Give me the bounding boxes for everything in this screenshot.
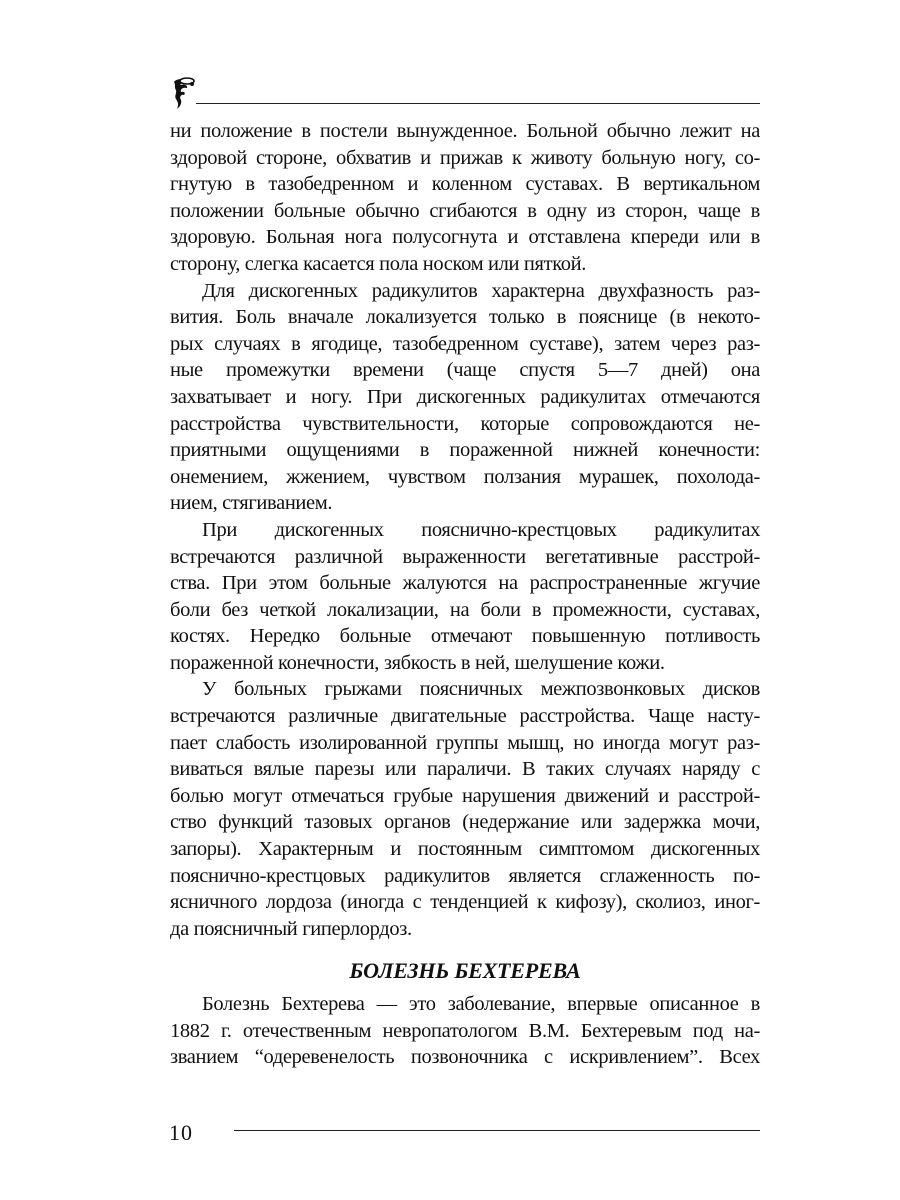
text-line: рых случаях в ягодице, тазобедренном суставе), затем через раз- [170,332,760,355]
text-line: ные промежутки времени (чаще спустя 5—7 дней) она [170,359,760,382]
text-line: боли без четкой локализации, на боли в промежности, суставах, [170,598,760,621]
text-line: 1882 г. отечественным невропатологом В.М. Бехтеревым под на- [170,1019,760,1042]
text-line: запоры). Характерным и постоянным симптомом дискогенных [170,838,760,861]
text-line: болью могут отмечаться грубые нарушения движений и расстрой- [170,784,760,807]
text-line: здоровой стороне, обхватив и прижав к животу больную ногу, со- [170,146,760,169]
text-line: сторону, слегка касается пола носком или пяткой. [170,252,587,275]
text-line: званием “одеревенелость позвоночника с искривлением”. Всех [170,1046,760,1069]
text-line: да поясничный гиперлордоз. [170,917,412,940]
text-line: У больных грыжами поясничных межпозвонковых дисков [202,678,760,701]
text-line: Для дискогенных радикулитов характерна двухфазность раз- [202,279,760,302]
text-line: здоровую. Больная нога полусогнута и отставлена кпереди или в [170,226,760,249]
text-line: встречаются различные двигательные расстройства. Чаще насту- [170,705,760,728]
header-rule [196,103,760,104]
text-line: приятными ощущениями в пораженной нижней конечности: [170,439,760,462]
bowl-of-hygieia-icon [168,76,198,110]
text-line: Болезнь Бехтерева — это заболевание, впервые описанное в [202,993,760,1015]
page-number: 10 [169,1120,193,1145]
running-header [166,76,760,110]
paragraph-motor [170,676,760,942]
text-line: пает слабость изолированной группы мышц, но иногда могут раз- [170,731,760,754]
section-title: БОЛЕЗНЬ БЕХТЕРЕВА [349,958,581,983]
text-line: ясничного лордоза (иногда с тенденцией к кифозу), сколиоз, иног- [170,891,760,914]
text-line: ства. При этом больные жалуются на распространенные жгучие [170,572,760,595]
text-line: пораженной конечности, зябкость в ней, шелушение кожи. [170,651,665,674]
text-line: положении больные обычно сгибаются в одну из сторон, чаще в [170,199,760,222]
text-line: захватывает и ногу. При дискогенных радикулитах отмечаются [170,385,760,408]
paragraph-vegetative [170,517,760,677]
body-text [170,118,760,942]
text-line: виваться вялые парезы или параличи. В таких случаях наряду с [170,758,760,781]
text-line: ни положение в постели вынужденное. Больной обычно лежит на [170,120,760,142]
text-line: встречаются различной выраженности вегетативные расстрой- [170,545,760,568]
text-line: костях. Нередко больные отмечают повышенную потливость [170,625,760,648]
text-line: гнутую в тазобедренном и коленном суставах. В вертикальном [170,173,760,196]
paragraph-continuation [170,118,760,278]
text-line: расстройства чувствительности, которые сопровождаются не- [170,412,760,435]
text-line: вития. Боль вначале локализуется только в пояснице (в некото- [170,306,760,329]
text-line: ство функций тазовых органов (недержание или задержка мочи, [170,811,760,834]
text-line: нием, стягиванием. [170,492,333,515]
paragraph-two-phase [170,278,760,517]
text-line: При дискогенных пояснично-крестцовых радикулитах [202,518,760,541]
section-body-text [170,991,760,1071]
footer-rule [234,1130,760,1131]
text-line: пояснично-крестцовых радикулитов является сглаженность по- [170,864,760,887]
text-line: онемением, жжением, чувством ползания мурашек, похолода- [170,465,760,488]
